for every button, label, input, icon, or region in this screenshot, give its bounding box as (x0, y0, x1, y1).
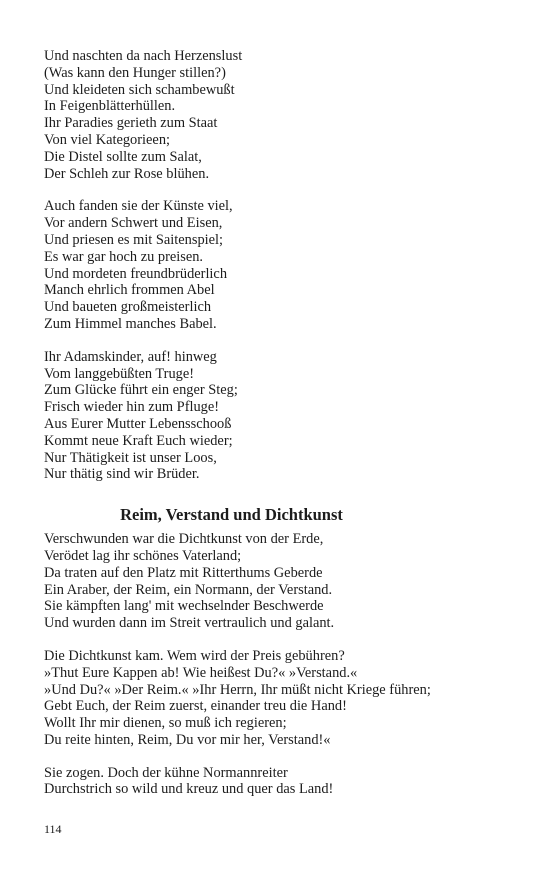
verse-line: Aus Eurer Mutter Lebensschooß (44, 415, 232, 432)
verse-line: Verödet lag ihr schönes Vaterland; (44, 547, 242, 564)
stanza (44, 198, 504, 332)
verse-line: Zum Glücke führt ein enger Steg; (44, 382, 238, 399)
verse-line: Vom langgebüßten Truge! (44, 365, 195, 382)
verse-line: Und baueten großmeisterlich (44, 299, 212, 316)
verse-line: Nur thätig sind wir Brüder. (44, 466, 200, 483)
verse-line: In Feigenblätterhüllen. (44, 98, 176, 115)
verse-line: Du reite hinten, Reim, Du vor mir her, Verstand!« (44, 731, 331, 748)
verse-line: Kommt neue Kraft Euch wieder; (44, 432, 233, 449)
poem-1 (44, 48, 504, 483)
verse-line: Ihr Paradies gerieth zum Staat (44, 115, 218, 132)
verse-line: Und mordeten freundbrüderlich (44, 265, 228, 282)
verse-line: Verschwunden war die Dichtkunst von der Erde, (44, 531, 324, 548)
stanza (44, 48, 504, 182)
poem-2 (44, 505, 504, 798)
stanza (44, 349, 504, 483)
verse-line: Auch fanden sie der Künste viel, (44, 198, 233, 215)
stanza (44, 765, 504, 799)
verse-line: Frisch wieder hin zum Pfluge! (44, 399, 220, 416)
page-content (44, 48, 504, 814)
verse-line: Und wurden dann im Streit vertraulich und galant. (44, 615, 335, 632)
verse-line: Nur Thätigkeit ist unser Loos, (44, 449, 217, 466)
verse-line: Der Schleh zur Rose blühen. (44, 165, 210, 182)
page-number: 114 (44, 822, 62, 836)
verse-line: Manch ehrlich frommen Abel (44, 282, 215, 299)
poem-title: Reim, Verstand und Dichtkunst (120, 505, 343, 525)
verse-line: Sie kämpften lang' mit wechselnder Beschwerde (44, 598, 324, 615)
verse-line: (Was kann den Hunger stillen?) (44, 64, 226, 81)
verse-line: Die Distel sollte zum Salat, (44, 148, 202, 165)
verse-line: Zum Himmel manches Babel. (44, 315, 217, 332)
verse-line: Da traten auf den Platz mit Ritterthums Geberde (44, 564, 323, 581)
verse-line: Vor andern Schwert und Eisen, (44, 215, 223, 232)
verse-line: Es war gar hoch zu preisen. (44, 248, 204, 265)
verse-line: Und kleideten sich schambewußt (44, 81, 235, 98)
verse-line: Und naschten da nach Herzenslust (44, 48, 243, 64)
verse-line: Und priesen es mit Saitenspiel; (44, 231, 224, 248)
verse-line: Durchstrich so wild und kreuz und quer das Land! (44, 781, 334, 798)
verse-line: Ein Araber, der Reim, ein Normann, der Verstand. (44, 581, 333, 598)
verse-line: Von viel Kategorieen; (44, 131, 171, 148)
verse-line: Die Dichtkunst kam. Wem wird der Preis gebühren? (44, 647, 345, 664)
verse-line: Gebt Euch, der Reim zuerst, einander treu die Hand! (44, 698, 347, 715)
verse-line: »Und Du?« »Der Reim.« »Ihr Herrn, Ihr müßt nicht Kriege führen; (44, 681, 431, 698)
stanza (44, 648, 504, 749)
verse-line: Ihr Adamskinder, auf! hinweg (44, 348, 217, 365)
stanza (44, 531, 504, 632)
verse-line: »Thut Eure Kappen ab! Wie heißest Du?« »Verstand.« (44, 664, 358, 681)
verse-line: Wollt Ihr mir dienen, so muß ich regieren; (44, 715, 287, 732)
verse-line: Sie zogen. Doch der kühne Normannreiter (44, 764, 288, 781)
